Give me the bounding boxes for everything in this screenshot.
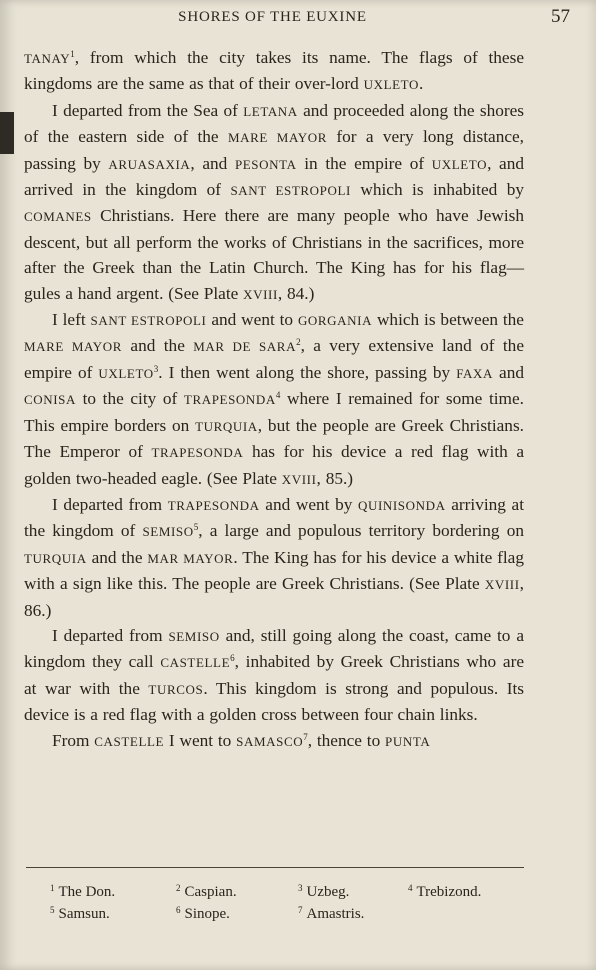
body-text [24,45,524,754]
place-name: ARUASAXIA [108,156,191,172]
text-run: , thence to [307,730,386,750]
text-run: to the city of [76,389,184,409]
footnote-4 [408,884,481,901]
text-run: , inhabited by Greek Christians who are at war with the [24,652,524,698]
place-name: UXLETO [363,77,419,93]
footnote-rule [26,867,524,868]
text-run: . [418,74,424,94]
place-name: UXLETO [98,365,154,381]
place-name: TANAY [24,51,71,66]
text-run: and [493,362,524,382]
footnote-6 [176,906,230,923]
text-run: I departed from [52,625,169,645]
text-run: I departed from [52,494,168,514]
place-name: TRAPESONDA [151,445,244,461]
text-run: , 85.) [316,468,354,488]
text-run: in the empire of [296,153,432,173]
paragraph [24,45,524,98]
footnote-4-mark: 4 [408,883,413,893]
footnote-5-text: Samsun. [58,906,110,922]
place-name: TURQUIA [195,418,258,434]
place-name: COMANES [24,209,92,225]
text-run: , 84.) [277,283,315,303]
footnote-ref: 4 [275,390,281,401]
place-name: XVIII [484,577,520,593]
page-edge-tab [0,112,14,154]
place-name: SAMASCO [236,733,304,749]
text-run: , but the people are Greek Christians. The Emperor of [24,415,524,462]
text-run: where I remained for some time. This empire borders on [24,389,524,435]
text-run: and the [122,336,194,356]
paragraph [24,728,524,754]
text-run: I departed from the Sea of [52,100,244,120]
paragraph [24,98,524,307]
place-name: TURCOS [148,681,204,697]
paragraph [24,307,524,492]
footnote-1-mark: 1 [50,883,55,893]
place-name: SEMISO [168,628,220,644]
page-number: 57 [551,6,570,27]
text-run: and proceeded along the shores of the eastern side of the [24,100,525,147]
text-run: and went to [206,310,298,330]
place-name: XVIII [243,286,278,302]
text-run: , a very extensive land of the empire of [24,336,524,382]
footnote-7-mark: 7 [298,905,303,915]
text-run: which is inhabited by [350,180,524,200]
place-name: MARE MAYOR [227,130,328,146]
text-run: . This kingdom is strong and populous. Its device is a red flag with a golden cross between four chain links. [24,678,524,725]
place-name: SANT ESTROPOLI [90,313,207,329]
text-run: and the [86,547,148,567]
footnote-6-mark: 6 [176,905,181,915]
text-run: arriving at the kingdom of [24,494,525,541]
footnote-7 [298,906,364,923]
paragraph [24,492,524,623]
text-run: Christians. Here there are many people who have Jewish descent, but all perform the works of Christians in the sacrifices, more after the Greek than the Latin Church. The King has for his flag—gules a hand argent. (See Plate [24,206,524,303]
footnote-2-mark: 2 [176,883,181,893]
place-name: LETANA [243,103,298,119]
place-name: MAR MAYOR [147,550,234,566]
text-run: and went by [259,494,358,514]
footnote-ref: 2 [296,337,301,348]
place-name: PESONTA [234,156,297,172]
place-name: UXLETO [431,156,488,172]
footnote-ref: 6 [230,653,235,664]
footnote-ref: 1 [70,49,75,59]
place-name: MAR DE SARA [193,339,297,355]
text-run: , from which the city takes its name. The flags of these kingdoms are the same as that of their over-lord [24,48,524,94]
text-run: I left [52,310,91,330]
running-title: SHORES OF THE EUXINE [178,9,367,25]
footnote-3-mark: 3 [298,883,303,893]
place-name: SEMISO [142,524,194,540]
footnote-ref: 5 [193,522,199,533]
footnote-5-mark: 5 [50,905,55,915]
text-run: I went to [164,730,237,750]
place-name: TRAPESONDA [183,392,276,408]
text-run: which is between the [372,310,524,330]
paragraph [24,623,524,728]
text-run: , and arrived in the kingdom of [24,153,525,200]
footnote-2 [176,884,237,901]
footnote-5 [50,906,110,923]
place-name: SANT ESTROPOLI [230,183,351,199]
text-run: has for his device a red flag with a golden two-headed eagle. (See Plate [24,442,524,488]
text-run: , a large and populous territory bordering on [198,521,524,541]
place-name: TURQUIA [24,550,87,566]
place-name: TRAPESONDA [167,497,260,513]
footnote-1 [50,884,115,901]
place-name: XVIII [281,471,317,487]
running-head [24,6,570,30]
text-run: and, still going along the coast, came to a kingdom they call [24,625,524,672]
footnote-3-text: Uzbeg. [306,884,350,900]
text-run: for a very long distance, passing by [24,127,525,173]
footnote-7-text: Amastris. [306,906,365,922]
text-run: , 86.) [24,574,524,620]
text-run: . The King has for his device a white flag with a sign like this. The people are Greek Christians. (See Plate [24,547,524,594]
text-run: , and [190,153,235,173]
place-name: QUINISONDA [357,497,446,513]
place-name: CASTELLE [94,733,165,749]
place-name: GORGANIA [297,313,373,329]
footnote-1-text: The Don. [58,884,116,900]
footnote-4-text: Trebizond. [416,884,482,900]
text-run: . I then went along the shore, passing by [158,362,457,382]
footnote-6-text: Sinope. [184,906,230,922]
place-name: CASTELLE [160,655,231,671]
place-name: FAXA [456,365,494,381]
place-name: CONISA [24,392,76,408]
place-name: MARE MAYOR [24,339,123,355]
footnote-ref: 3 [153,363,159,374]
text-run: From [52,730,95,750]
footnote-3 [298,884,349,901]
place-name: PUNTA [385,733,431,749]
footnote-2-text: Caspian. [184,884,237,900]
footnote-ref: 7 [303,731,308,742]
